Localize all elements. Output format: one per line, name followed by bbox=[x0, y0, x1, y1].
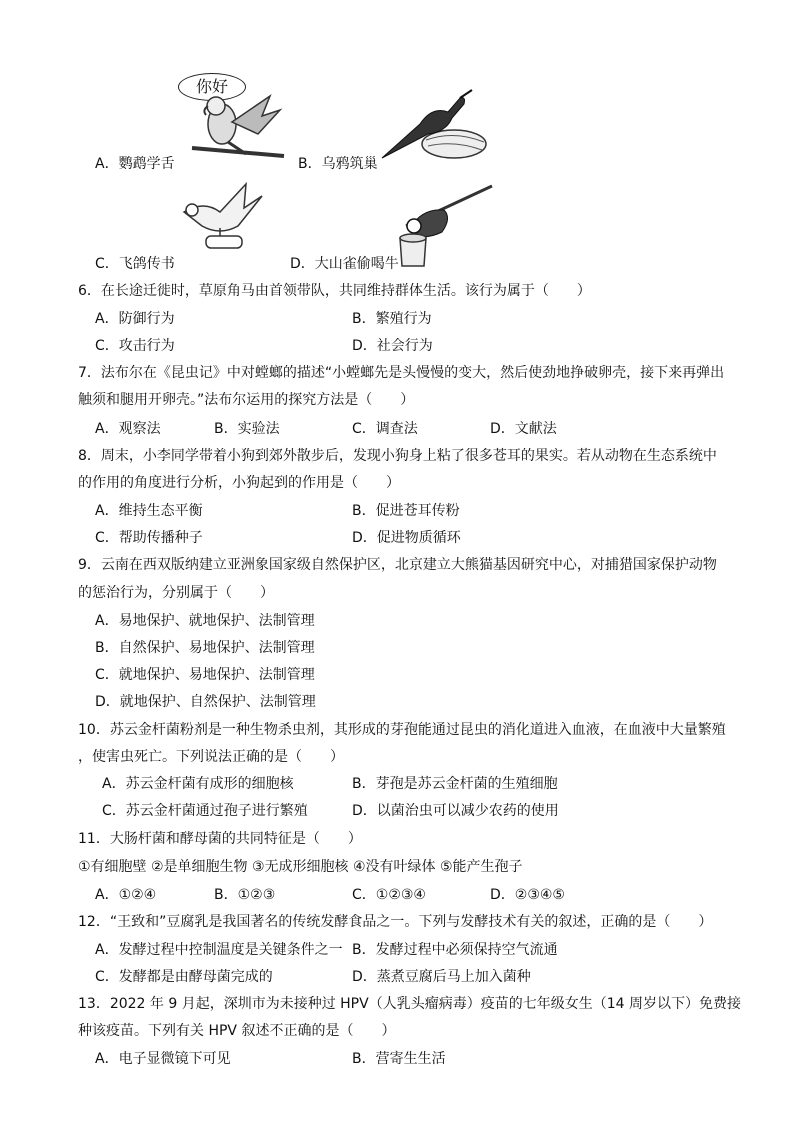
q9-stem-line2: 的惩治行为，分别属于（ ） bbox=[78, 585, 274, 601]
q8-option-c: C．帮助传播种子 bbox=[95, 530, 203, 546]
q12-option-b: B．发酵过程中必须保持空气流通 bbox=[352, 942, 558, 958]
q9-stem-line1: 9．云南在西双版纳建立亚洲象国家级自然保护区，北京建立大熊猫基因研究中心，对捕猎国家保护动物 bbox=[78, 557, 717, 573]
q11-stem: 11．大肠杆菌和酵母菌的共同特征是（ ） bbox=[78, 831, 362, 847]
q12-option-c: C．发酵都是由酵母菌完成的 bbox=[95, 969, 273, 985]
q7-stem-line2: 触须和腿用开卵壳。”法布尔运用的探究方法是（ ） bbox=[78, 392, 415, 408]
q8-option-b: B．促进苍耳传粉 bbox=[352, 503, 460, 519]
q13-option-b: B．营寄生生活 bbox=[352, 1051, 446, 1067]
q9-option-b: B．自然保护、易地保护、法制管理 bbox=[95, 640, 315, 656]
figure-c-label: C．飞鸽传书 bbox=[95, 256, 175, 272]
q6-option-b: B．繁殖行为 bbox=[352, 311, 432, 327]
figure-d-label: D．大山雀偷喝牛 bbox=[290, 256, 399, 272]
q12-option-a: A．发酵过程中控制温度是关键条件之一 bbox=[95, 942, 343, 958]
q7-option-d: D．文献法 bbox=[490, 421, 557, 437]
q6-option-c: C．攻击行为 bbox=[95, 338, 175, 354]
q9-option-a: A．易地保护、就地保护、法制管理 bbox=[95, 613, 315, 629]
q9-option-d: D．就地保护、自然保护、法制管理 bbox=[95, 694, 316, 710]
q11-option-c: C．①②③④ bbox=[352, 887, 426, 903]
q7-option-c: C．调查法 bbox=[352, 421, 418, 437]
q7-stem-line1: 7．法布尔在《昆虫记》中对螳螂的描述“小螳螂先是头慢慢的变大，然后使劲地挣破卵壳，接下来再弹出 bbox=[78, 365, 725, 381]
parrot-icon bbox=[188, 92, 288, 160]
q7-option-b: B．实验法 bbox=[214, 421, 280, 437]
q10-option-d: D．以菌治虫可以减少农药的使用 bbox=[352, 803, 559, 819]
q10-option-a: A．苏云金杆菌有成形的细胞核 bbox=[102, 776, 294, 792]
q10-stem-line2: ，使害虫死亡。下列说法正确的是（ ） bbox=[78, 749, 344, 765]
q6-stem: 6．在长途迁徙时，草原角马由首领带队，共同维持群体生活。该行为属于（ ） bbox=[78, 283, 591, 299]
q12-option-d: D．蒸煮豆腐后马上加入菌种 bbox=[352, 969, 531, 985]
q13-stem-line2: 种该疫苗。下列有关 HPV 叙述不正确的是（ ） bbox=[78, 1023, 396, 1039]
pigeon-icon bbox=[176, 178, 266, 258]
q6-option-d: D．社会行为 bbox=[352, 338, 433, 354]
q8-stem-line2: 的作用的角度进行分析，小狗起到的作用是（ ） bbox=[78, 475, 400, 491]
q9-option-c: C．就地保护、易地保护、法制管理 bbox=[95, 667, 315, 683]
q13-option-a: A．电子显微镜下可见 bbox=[95, 1051, 231, 1067]
q8-option-d: D．促进物质循环 bbox=[352, 530, 461, 546]
q6-option-a: A．防御行为 bbox=[95, 311, 175, 327]
q13-stem-line1: 13．2022 年 9 月起，深圳市为未接种过 HPV（人乳头瘤病毒）疫苗的七年级女生（14 周岁以下）免费接 bbox=[78, 996, 741, 1012]
q8-stem-line1: 8．周末，小李同学带着小狗到郊外散步后，发现小狗身上粘了很多苍耳的果实。若从动物在生态系统中 bbox=[78, 448, 717, 464]
q12-stem: 12．“王致和”豆腐乳是我国著名的传统发酵食品之一。下列与发酵技术有关的叙述，正确的是（ ） bbox=[78, 914, 713, 930]
speech-bubble: 你好 bbox=[178, 73, 246, 101]
q10-option-b: B．芽孢是苏云金杆菌的生殖细胞 bbox=[352, 776, 558, 792]
tit-bird-icon bbox=[392, 182, 496, 270]
crow-icon bbox=[376, 82, 488, 164]
q10-stem-line1: 10．苏云金杆菌粉剂是一种生物杀虫剂，其形成的芽孢能通过昆虫的消化道进入血液，在血液中大量繁殖 bbox=[78, 722, 726, 738]
figure-b-label: B．乌鸦筑巢 bbox=[298, 156, 378, 172]
q11-option-d: D．②③④⑤ bbox=[490, 887, 565, 903]
q11-option-b: B．①②③ bbox=[214, 887, 276, 903]
q11-option-a: A．①②④ bbox=[95, 887, 157, 903]
q8-option-a: A．维持生态平衡 bbox=[95, 503, 203, 519]
q10-option-c: C．苏云金杆菌通过孢子进行繁殖 bbox=[102, 803, 308, 819]
figure-a-label: A．鹦鹉学舌 bbox=[95, 156, 175, 172]
q7-option-a: A．观察法 bbox=[95, 421, 161, 437]
q11-items: ①有细胞壁 ②是单细胞生物 ③无成形细胞核 ④没有叶绿体 ⑤能产生孢子 bbox=[78, 859, 523, 875]
